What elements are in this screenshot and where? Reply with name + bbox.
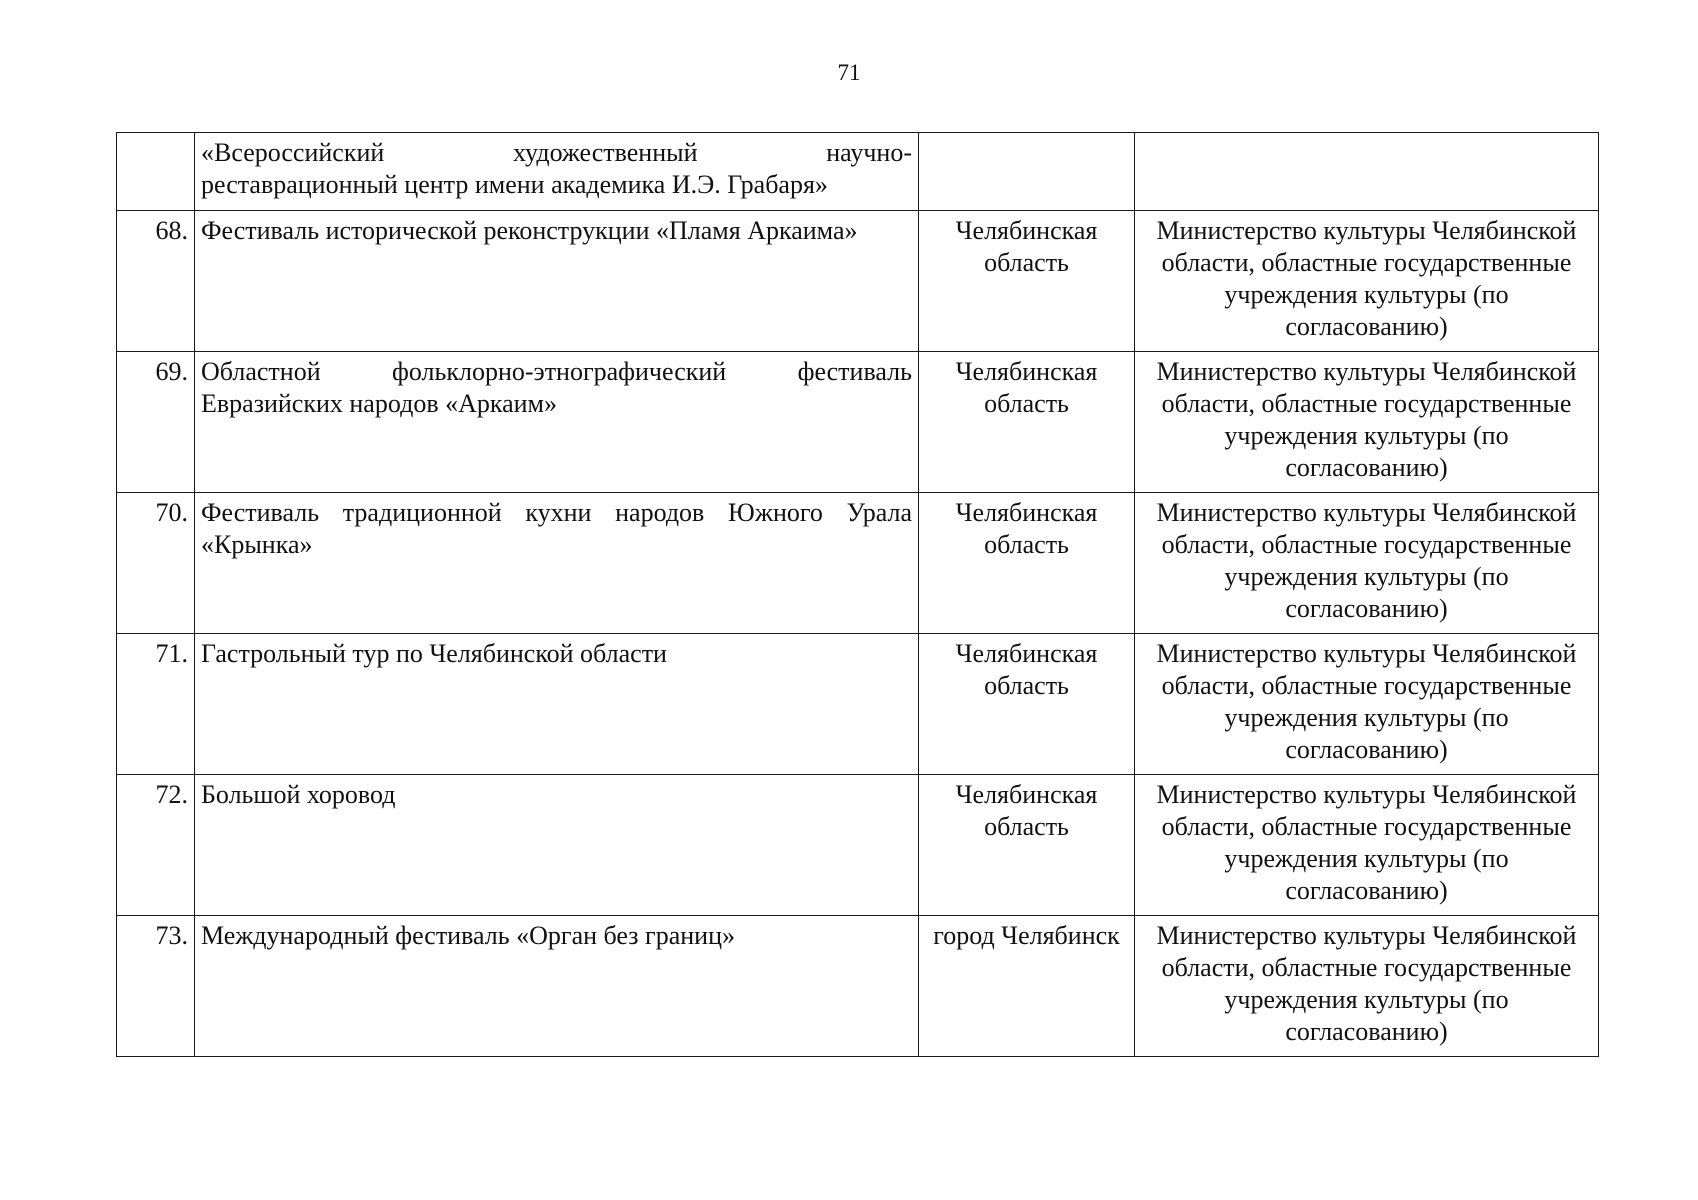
cell-number: 73.	[117, 916, 195, 1057]
cell-event-name: Международный фестиваль «Орган без границ»	[195, 916, 919, 1057]
cell-responsible: Министерство культуры Челябинской области, областные государственные учреждения культуры (по согласованию)	[1135, 211, 1599, 352]
cell-number: 69.	[117, 352, 195, 493]
cell-number	[117, 133, 195, 211]
cell-place	[919, 133, 1135, 211]
cell-place: Челябинская область	[919, 775, 1135, 916]
cell-event-name: Фестиваль традиционной кухни народов Южного Урала «Крынка»	[195, 493, 919, 634]
cell-responsible: Министерство культуры Челябинской области, областные государственные учреждения культуры (по согласованию)	[1135, 916, 1599, 1057]
event-name-line: реставрационный центр имени академика И.Э. Грабаря»	[201, 170, 828, 199]
cell-responsible: Министерство культуры Челябинской области, областные государственные учреждения культуры (по согласованию)	[1135, 352, 1599, 493]
cell-place: Челябинская область	[919, 493, 1135, 634]
cell-place: Челябинская область	[919, 634, 1135, 775]
cell-event-name: Гастрольный тур по Челябинской области	[195, 634, 919, 775]
cell-event-name: Большой хоровод	[195, 775, 919, 916]
cell-place: Челябинская область	[919, 352, 1135, 493]
cell-place: Челябинская область	[919, 211, 1135, 352]
cell-responsible: Министерство культуры Челябинской области, областные государственные учреждения культуры (по согласованию)	[1135, 634, 1599, 775]
cell-number: 70.	[117, 493, 195, 634]
cell-number: 71.	[117, 634, 195, 775]
table-row-continuation	[117, 133, 1599, 211]
table-row	[117, 916, 1599, 1057]
table-row	[117, 775, 1599, 916]
cell-responsible: Министерство культуры Челябинской области, областные государственные учреждения культуры (по согласованию)	[1135, 775, 1599, 916]
table-row	[117, 352, 1599, 493]
cell-responsible: Министерство культуры Челябинской области, областные государственные учреждения культуры (по согласованию)	[1135, 493, 1599, 634]
cell-event-name: Фестиваль исторической реконструкции «Пламя Аркаима»	[195, 211, 919, 352]
events-table	[116, 132, 1599, 1057]
cell-event-name: Областной фольклорно-этнографический фестиваль Евразийских народов «Аркаим»	[195, 352, 919, 493]
table-row	[117, 493, 1599, 634]
event-name-line: «Всероссийский художественный научно-	[201, 138, 912, 167]
cell-event-name	[195, 133, 919, 211]
cell-responsible	[1135, 133, 1599, 211]
table-row	[117, 211, 1599, 352]
cell-place: город Челябинск	[919, 916, 1135, 1057]
cell-number: 72.	[117, 775, 195, 916]
page-number: 71	[837, 60, 861, 85]
table-row	[117, 634, 1599, 775]
cell-number: 68.	[117, 211, 195, 352]
